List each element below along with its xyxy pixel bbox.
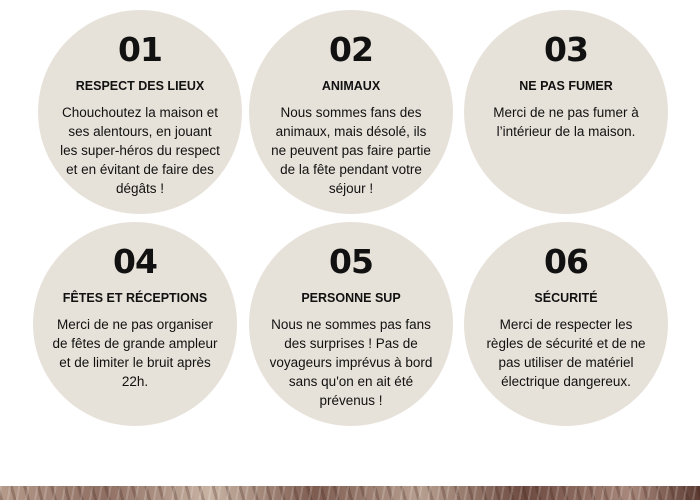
rule-card-extra-guests bbox=[249, 222, 453, 426]
rule-number: 05 bbox=[329, 242, 373, 281]
rule-title: ANIMAUX bbox=[321, 79, 381, 93]
rule-number: 02 bbox=[329, 30, 373, 69]
rule-description: Nous ne sommes pas fans des surprises ! Pas de voyageurs imprévus à bord sans qu'on en ait été prévenus ! bbox=[269, 317, 433, 408]
rule-number: 01 bbox=[118, 30, 162, 69]
rule-description: Chouchoutez la maison et ses alentours, en jouant les super-héros du respect et en évitant de faire des dégâts ! bbox=[60, 105, 220, 196]
rule-card-parties bbox=[33, 222, 237, 426]
rule-description: Merci de respecter les règles de sécurité et de ne pas utiliser de matériel électrique dangereux. bbox=[486, 317, 646, 389]
rule-title: PERSONNE SUP bbox=[301, 291, 401, 305]
rule-title: NE PAS FUMER bbox=[519, 79, 613, 93]
rule-card-safety bbox=[464, 222, 668, 426]
rule-description: Nous sommes fans des animaux, mais désolé, ils ne peuvent pas faire partie de la fête pendant votre séjour ! bbox=[271, 105, 431, 196]
rule-title: FÊTES ET RÉCEPTIONS bbox=[62, 291, 208, 305]
rule-description: Merci de ne pas organiser de fêtes de grande ampleur et de limiter le bruit après 22h. bbox=[52, 317, 218, 389]
decorative-photo-strip bbox=[0, 486, 700, 500]
rule-title: RESPECT DES LIEUX bbox=[75, 79, 205, 93]
rule-card-respect bbox=[38, 10, 242, 214]
rule-card-animals bbox=[249, 10, 453, 214]
rule-description: Merci de ne pas fumer à l’intérieur de la maison. bbox=[493, 105, 639, 139]
rule-title: SÉCURITÉ bbox=[534, 291, 598, 305]
rule-number: 03 bbox=[544, 30, 588, 69]
rule-number: 06 bbox=[544, 242, 588, 281]
rule-number: 04 bbox=[113, 242, 157, 281]
rule-card-no-smoking bbox=[464, 10, 668, 214]
